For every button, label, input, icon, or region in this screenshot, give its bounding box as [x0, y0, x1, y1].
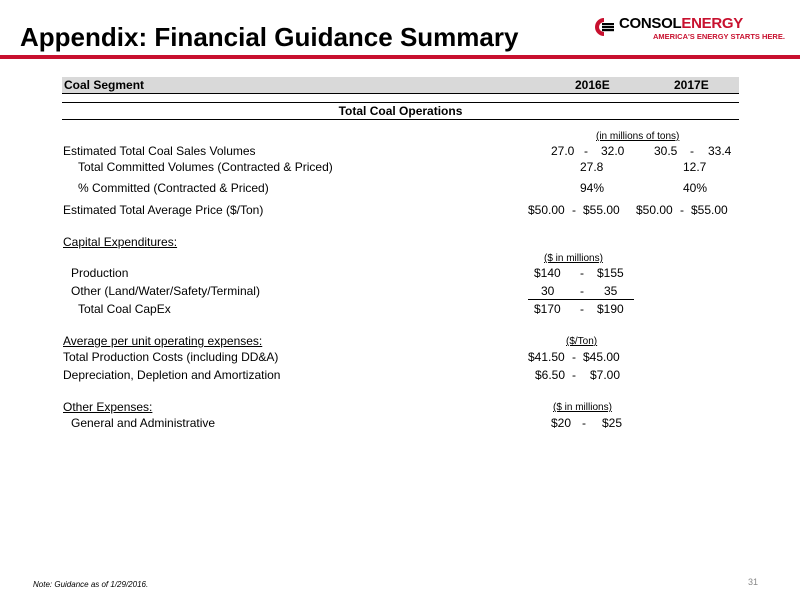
- production-costs-label: Total Production Costs (including DD&A): [63, 350, 279, 364]
- units-label: (in millions of tons): [596, 131, 680, 142]
- value-cell: $140: [534, 266, 561, 280]
- pct-committed-label: % Committed (Contracted & Priced): [78, 181, 269, 195]
- other-expenses-heading: Other Expenses:: [63, 400, 153, 414]
- production-label: Production: [71, 266, 129, 280]
- value-cell: 32.0: [601, 144, 625, 158]
- value-cell: 27.8: [580, 160, 604, 174]
- footnote: Note: Guidance as of 1/29/2016.: [33, 580, 149, 589]
- section-title: Total Coal Operations: [338, 104, 463, 118]
- committed-volumes-label: Total Committed Volumes (Contracted & Priced): [78, 160, 333, 174]
- range-dash: -: [572, 368, 576, 382]
- value-cell: 30: [541, 284, 555, 298]
- value-cell: $7.00: [590, 368, 621, 382]
- range-dash: -: [690, 144, 694, 158]
- value-cell: $25: [602, 416, 623, 430]
- value-cell: 35: [604, 284, 618, 298]
- avg-price-label: Estimated Total Average Price ($/Ton): [63, 203, 264, 217]
- consol-energy-logo: [593, 15, 783, 45]
- sales-volumes-label: Estimated Total Coal Sales Volumes: [63, 144, 256, 158]
- value-cell: $55.00: [691, 203, 728, 217]
- value-cell: $190: [597, 302, 624, 316]
- opex-heading: Average per unit operating expenses:: [63, 334, 263, 348]
- g-and-a-label: General and Administrative: [71, 416, 216, 430]
- value-cell: 27.0: [551, 144, 575, 158]
- units-label: ($/Ton): [566, 336, 598, 347]
- page-number: 31: [748, 577, 759, 587]
- total-capex-label: Total Coal CapEx: [78, 302, 171, 316]
- title-divider: [0, 55, 800, 59]
- range-dash: -: [572, 350, 576, 364]
- value-cell: $55.00: [583, 203, 620, 217]
- coal-segment-header: Coal Segment: [64, 78, 145, 92]
- value-cell: $45.00: [583, 350, 620, 364]
- value-cell: $170: [534, 302, 561, 316]
- column-2017e-header: 2017E: [674, 78, 709, 92]
- range-dash: -: [584, 144, 588, 158]
- range-dash: -: [582, 416, 586, 430]
- column-2016e-header: 2016E: [575, 78, 610, 92]
- logo-wordmark: CONSOLENERGY: [619, 15, 743, 32]
- range-dash: -: [580, 284, 584, 298]
- other-capex-label: Other (Land/Water/Safety/Terminal): [71, 284, 260, 298]
- value-cell: $6.50: [535, 368, 566, 382]
- value-cell: $155: [597, 266, 624, 280]
- dda-label: Depreciation, Depletion and Amortization: [63, 368, 281, 382]
- value-cell: 33.4: [708, 144, 732, 158]
- section-rule: [62, 119, 739, 120]
- value-cell: $50.00: [636, 203, 673, 217]
- value-cell: 12.7: [683, 160, 707, 174]
- capex-heading: Capital Expenditures:: [63, 235, 178, 249]
- section-rule: [62, 102, 739, 103]
- logo-tagline: AMERICA'S ENERGY STARTS HERE.: [653, 32, 785, 41]
- value-cell: 94%: [580, 181, 605, 195]
- range-dash: -: [680, 203, 684, 217]
- page-title: Appendix: Financial Guidance Summary: [20, 22, 519, 52]
- value-cell: 40%: [683, 181, 708, 195]
- range-dash: -: [572, 203, 576, 217]
- value-cell: $41.50: [528, 350, 565, 364]
- value-cell: 30.5: [654, 144, 678, 158]
- logo-mark-icon: [593, 17, 615, 37]
- units-label: ($ in millions): [544, 253, 603, 264]
- table-header-bar: [62, 77, 739, 94]
- value-cell: $20: [551, 416, 572, 430]
- subtotal-rule: [528, 299, 634, 300]
- range-dash: -: [580, 266, 584, 280]
- units-label: ($ in millions): [553, 402, 612, 413]
- range-dash: -: [580, 302, 584, 316]
- value-cell: $50.00: [528, 203, 565, 217]
